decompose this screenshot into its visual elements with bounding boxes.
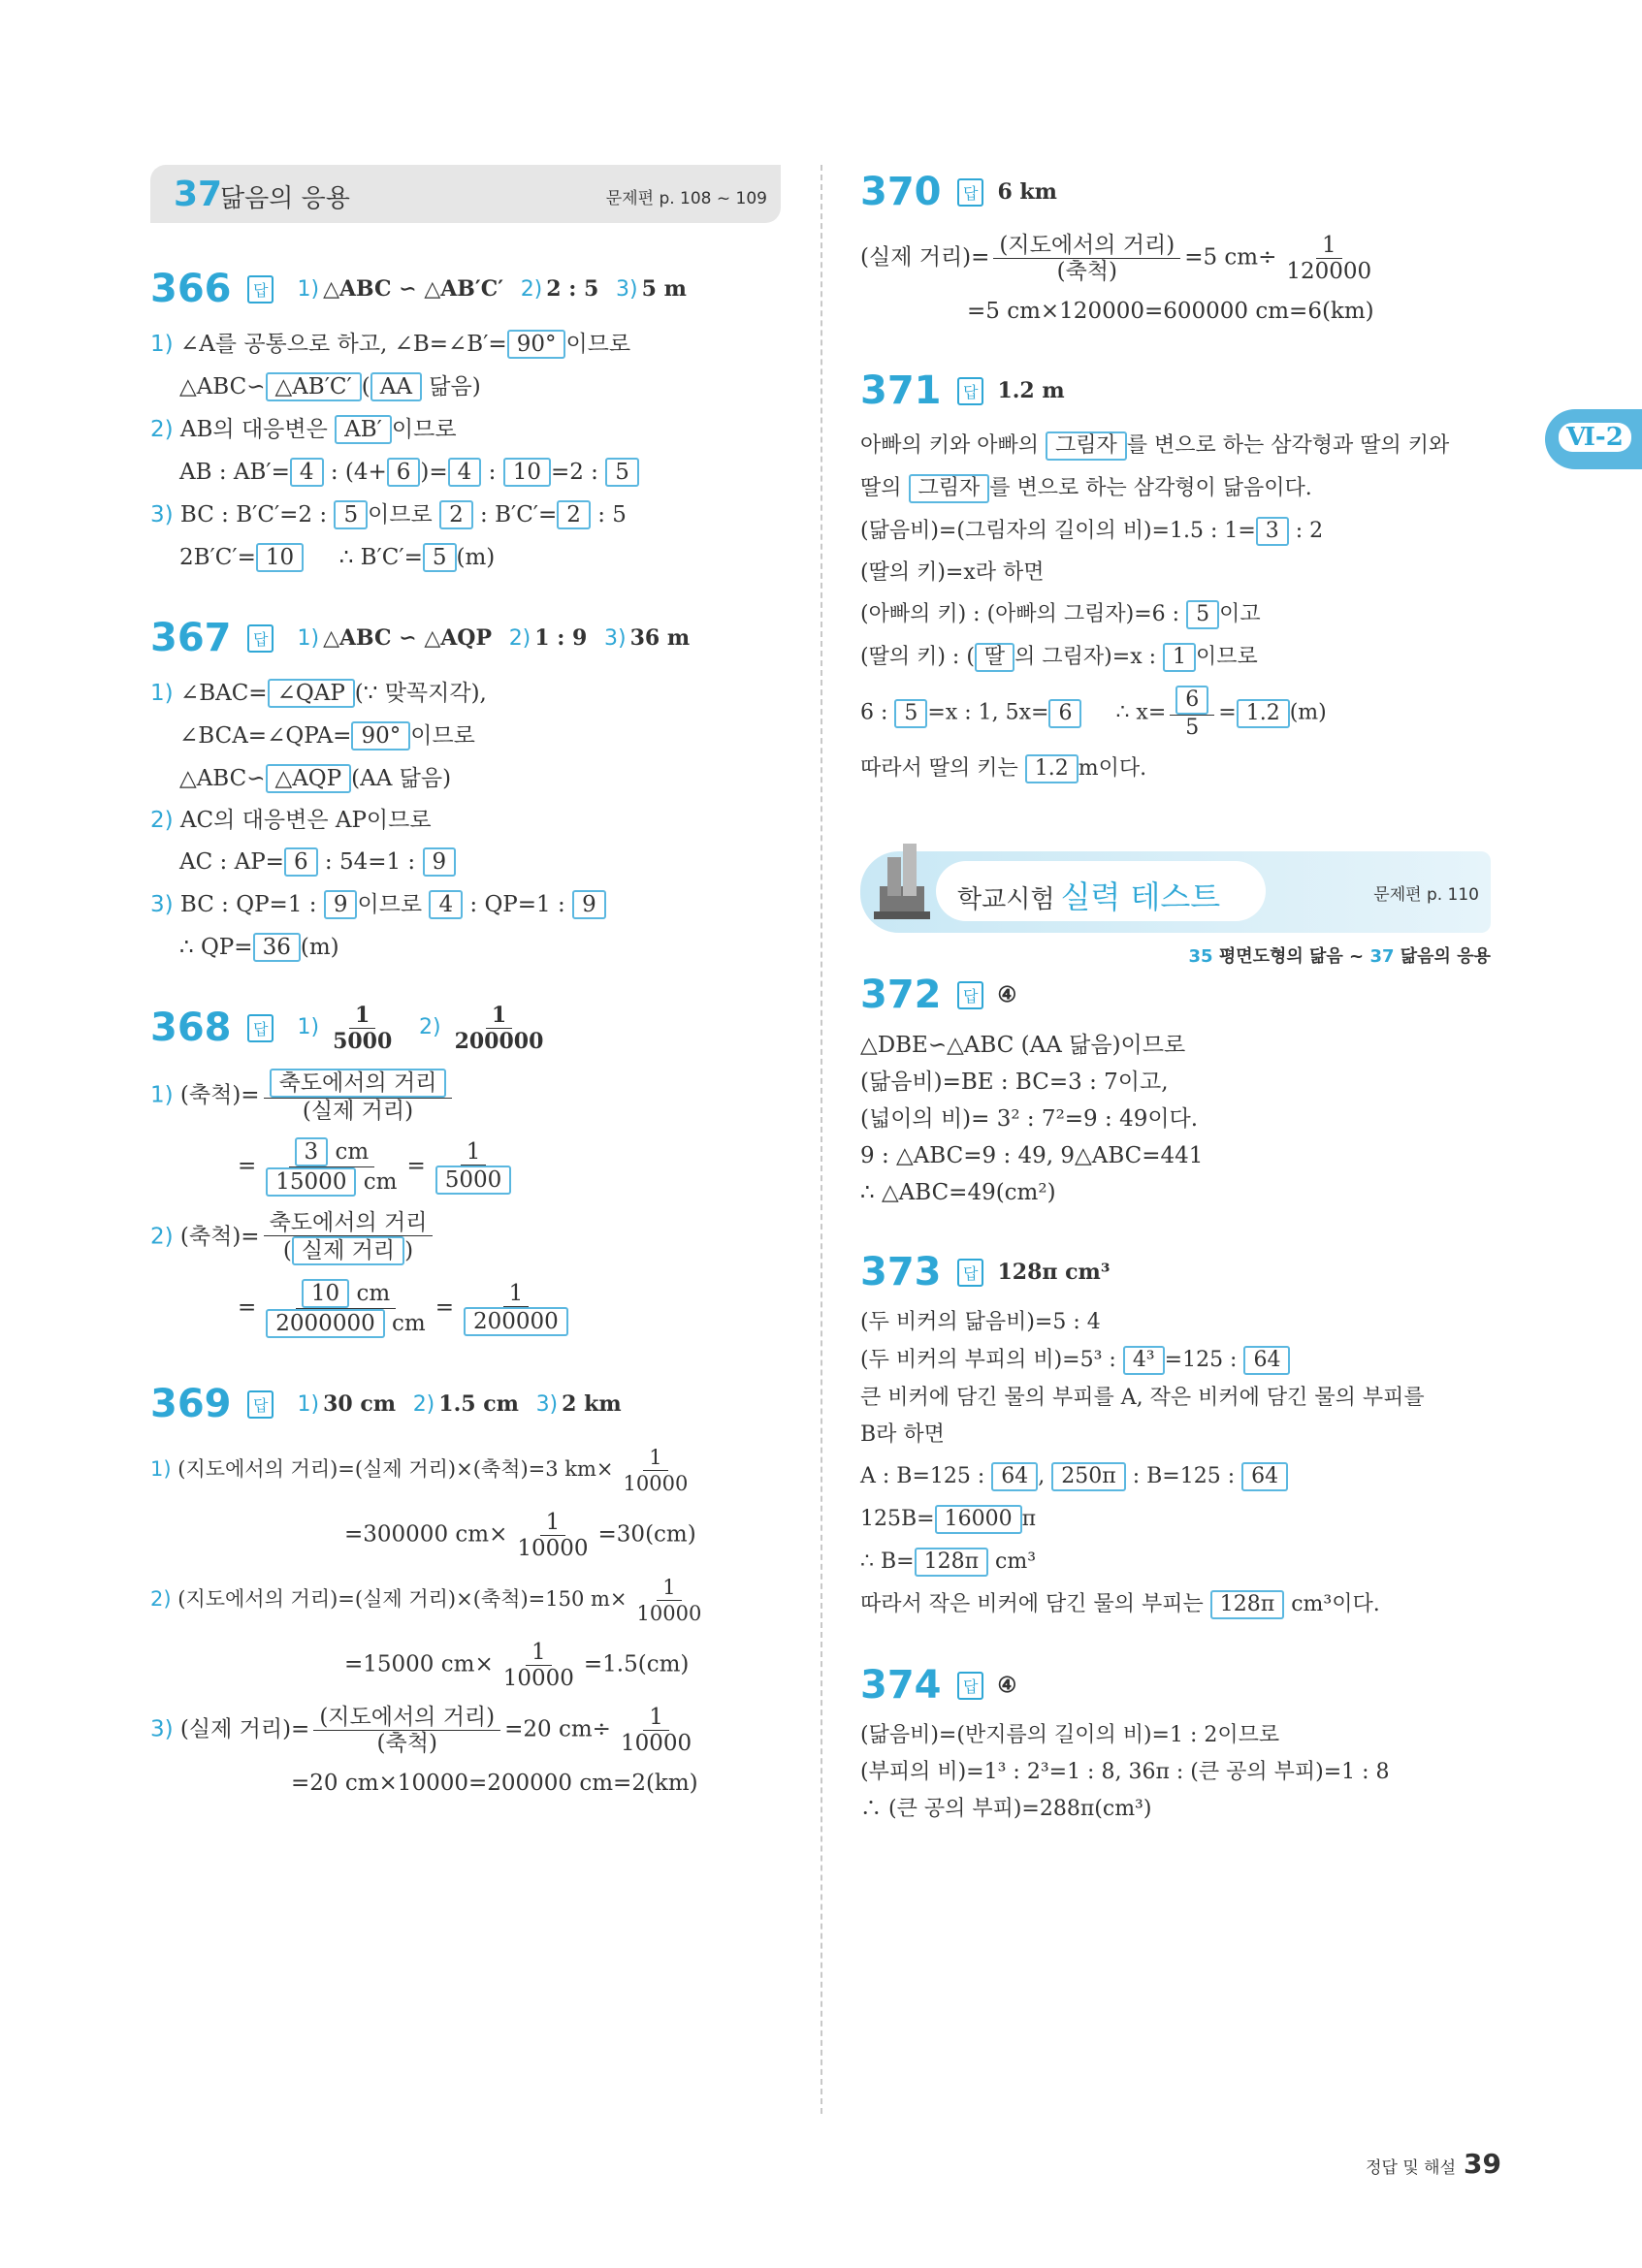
- solution-line: A : B=125 : 64 , 250π : B=125 : 64: [860, 1462, 1491, 1491]
- section-page-ref: 문제편 p. 108 ~ 109: [605, 189, 767, 208]
- solution-line: △DBE∽△ABC (AA 닮음)이므로: [860, 1033, 1186, 1058]
- solution-line: (닮음비)=(그림자의 길이의 비)=1.5 : 1= 3 : 2: [860, 517, 1491, 546]
- test-page-ref: 문제편 p. 110: [1373, 885, 1479, 905]
- problem-number: 374: [860, 1663, 942, 1708]
- section-number: 37: [174, 175, 223, 214]
- solution-line: 큰 비커에 담긴 물의 부피를 A, 작은 비커에 담긴 물의 부피를: [860, 1386, 1425, 1410]
- solution-line: =20 cm×10000=200000 cm=2(km): [291, 1771, 698, 1796]
- solution-line: (실제 거리)= (지도에서의 거리) (축척) =5 cm÷ $\frac{1}{120000}$: [860, 233, 1372, 284]
- problem-366: [150, 262, 781, 572]
- problem-368: [150, 1001, 781, 1338]
- answer-badge: 답: [957, 1672, 983, 1700]
- solution-line: ∴ QP= 36 (m): [179, 935, 339, 960]
- solution-line: 따라서 딸의 키는 1.2 m이다.: [860, 754, 1491, 783]
- answer-badge: 답: [957, 377, 983, 405]
- answer-badge: 답: [957, 1259, 983, 1287]
- solution-line: 2) AC의 대응변은 AP이므로: [150, 808, 432, 833]
- answer-badge: 답: [247, 1014, 274, 1042]
- solution-line: (닮음비)=(반지름의 길이의 비)=1 : 2이므로: [860, 1723, 1280, 1747]
- problem-374: [860, 1658, 1491, 1823]
- problem-number: 370: [860, 170, 942, 214]
- answer-text: 1) △ABC ∽ △AQP 2) 1 : 9 3) 36 m: [297, 625, 691, 651]
- answer-badge: 답: [247, 1390, 274, 1419]
- solution-line: ∴ (큰 공의 부피)=288π(cm³): [860, 1797, 1152, 1821]
- solution-line: =5 cm×120000=600000 cm=6(km): [967, 299, 1374, 324]
- blocks-icon: [874, 838, 930, 919]
- problem-number: 371: [860, 368, 942, 413]
- problem-367: [150, 611, 781, 962]
- section-header: [150, 165, 781, 223]
- solution-line: 2B′C′= 10 ∴ B′C′= 5 (m): [179, 545, 496, 570]
- solution-line: 3) BC : QP=1 : 9 이므로 4 : QP=1 : 9: [150, 890, 781, 919]
- solution-line: =15000 cm× $\frac{1}{10000}$ =1.5(cm): [344, 1640, 690, 1691]
- solution-line: AC : AP= 6 : 54=1 : 9: [150, 847, 781, 877]
- solution-line: = $\frac{3 cm}{15000 cm}$ = $\frac{1}{5000}$: [150, 1137, 781, 1197]
- solution-line: △ABC∽ △AQP (AA 닮음): [179, 766, 452, 791]
- page-number: 39: [1464, 2148, 1501, 2180]
- problem-number: 373: [860, 1250, 942, 1294]
- solution-line: △ABC∽ △AB′C′ ( AA 닮음): [179, 374, 481, 399]
- answer-badge: 답: [957, 981, 983, 1009]
- footer-label: 정답 및 해설: [1366, 2158, 1457, 2178]
- answer-text: 128π cm³: [997, 1260, 1111, 1285]
- answer-text: 1.2 m: [997, 378, 1065, 403]
- problem-373: [860, 1245, 1491, 1619]
- solution-line: 따라서 작은 비커에 담긴 물의 부피는 128π cm³이다.: [860, 1590, 1491, 1619]
- solution-line: (두 비커의 부피의 비)=5³ : 4³ =125 : 64: [860, 1346, 1491, 1375]
- solution-line: 1) ∠A를 공통으로 하고, ∠B=∠B′= 90° 이므로: [150, 332, 631, 357]
- answer-badge: 답: [247, 275, 274, 303]
- problem-number: 369: [150, 1382, 232, 1426]
- solution-line: AB : AB′= 4 : (4+ 6 )= 4 : 10 =2 : 5: [150, 458, 781, 487]
- chapter-tab-label: Ⅵ-2: [1559, 423, 1631, 452]
- problem-number: 367: [150, 616, 232, 660]
- answer-text: 6 km: [997, 179, 1057, 205]
- solution-line: (딸의 키) : ( 딸 의 그림자)=x : 1 이므로: [860, 643, 1491, 672]
- right-column: [860, 165, 1491, 1833]
- chapter-tab: [1545, 409, 1642, 469]
- column-divider: [821, 165, 822, 2114]
- solution-line: 딸의 그림자 를 변으로 하는 삼각형이 닮음이다.: [860, 474, 1491, 503]
- solution-line: ∴ B= 128π cm³: [860, 1548, 1491, 1577]
- answer-text: ④: [997, 1673, 1017, 1698]
- solution-line: (딸의 키)=x라 하면: [860, 560, 1045, 585]
- page-footer: [1366, 2148, 1501, 2180]
- solution-line: 3) BC : B′C′=2 : 5 이므로 2 : B′C′= 2 : 5: [150, 502, 627, 527]
- problem-370: [860, 165, 1491, 325]
- solution-line: =300000 cm× $\frac{1}{10000}$ =30(cm): [344, 1510, 696, 1561]
- school-test-banner: [860, 851, 1491, 933]
- answer-badge: 답: [247, 624, 274, 653]
- solution-line: ∴ △ABC=49(cm²): [860, 1180, 1056, 1205]
- problem-371: [860, 364, 1491, 783]
- solution-line: 125B= 16000 π: [860, 1505, 1491, 1534]
- solution-line: = $\frac{10 cm}{2000000 cm}$ = $\frac{1}{200000}$: [150, 1279, 781, 1338]
- answer-text: ④: [997, 982, 1017, 1007]
- solution-line: (아빠의 키) : (아빠의 그림자)=6 : 5 이고: [860, 600, 1491, 629]
- solution-line: (닮음비)=BE : BC=3 : 7이고,: [860, 1070, 1169, 1095]
- test-title: 학교시험 실력 테스트: [957, 878, 1221, 915]
- problem-number: 368: [150, 1006, 232, 1050]
- problem-369: [150, 1377, 781, 1797]
- test-range: 35 평면도형의 닮음 ~ 37 닮음의 응용: [1188, 946, 1491, 967]
- solution-line: 9 : △ABC=9 : 49, 9△ABC=441: [860, 1143, 1204, 1168]
- solution-line: 2) (지도에서의 거리)=(실제 거리)×(축척)=150 m× $\frac{1}{10000}$: [150, 1576, 702, 1625]
- solution-line: (넓이의 비)= 3² : 7²=9 : 49이다.: [860, 1106, 1199, 1132]
- solution-line: B라 하면: [860, 1422, 945, 1447]
- problem-372: [860, 968, 1491, 1206]
- section-title: 닮음의 응용: [220, 184, 350, 213]
- left-column: [150, 165, 781, 1810]
- solution-line: 아빠의 키와 아빠의 그림자 를 변으로 하는 삼각형과 딸의 키와: [860, 431, 1491, 461]
- answer-text: 1) △ABC ∽ △AB′C′ 2) 2 : 5 3) 5 m: [297, 276, 687, 302]
- solution-line: 2) AB의 대응변은 AB′ 이므로: [150, 417, 457, 442]
- problem-number: 366: [150, 267, 232, 311]
- solution-line: 1) (지도에서의 거리)=(실제 거리)×(축척)=3 km× $\frac{1}{10000}$: [150, 1446, 689, 1495]
- solution-line: 1) (축척)= 축도에서의 거리 (실제 거리): [150, 1069, 781, 1124]
- solution-line: 1) ∠BAC= ∠QAP (∵ 맞꼭지각),: [150, 681, 487, 706]
- solution-line: ∠BCA=∠QPA= 90° 이므로: [179, 723, 475, 749]
- solution-line: (부피의 비)=1³ : 2³=1 : 8, 36π : (큰 공의 부피)=1 : 8: [860, 1760, 1390, 1784]
- answer-text: 1) 30 cm 2) 1.5 cm 3) 2 km: [297, 1391, 622, 1417]
- solution-line: (두 비커의 닮음비)=5 : 4: [860, 1310, 1101, 1334]
- solution-line: 3) (실제 거리)= (지도에서의 거리) (축척) =20 cm÷ $\frac{1}{10000}$: [150, 1705, 692, 1756]
- solution-line: 6 : 5 =x : 1, 5x= 6 ∴ x= $\frac{6}{5}$ = 1.2 (m): [860, 687, 1327, 740]
- solution-line: 2) (축척)= 축도에서의 거리 ( 실제 거리 ): [150, 1210, 781, 1265]
- answer-text: 1) $\frac{1}{5000}$ 2) $\frac{1}{200000}$: [297, 1002, 544, 1054]
- answer-badge: 답: [957, 178, 983, 207]
- problem-number: 372: [860, 973, 942, 1017]
